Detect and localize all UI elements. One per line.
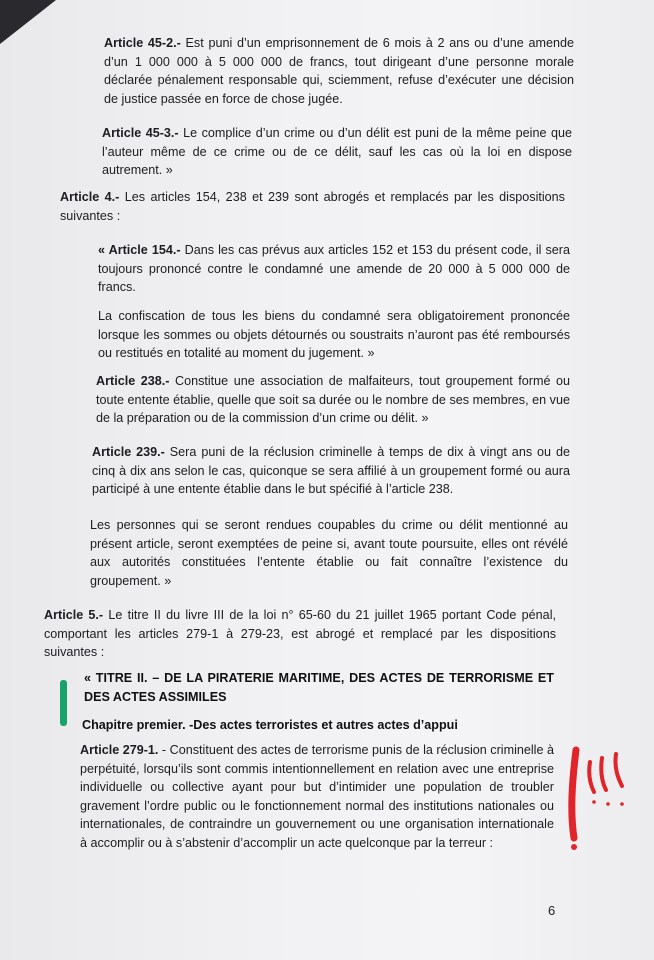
article-text: Les articles 154, 238 et 239 sont abrogés et remplacés par les dispositions suivantes :: [60, 190, 565, 223]
article-45-3: [102, 124, 572, 180]
exclamation-dot-2: [592, 800, 596, 804]
article-label: Article 45-2.-: [104, 36, 181, 50]
red-exclamation-annotation: [560, 742, 640, 852]
article-text: Le titre II du livre III de la loi n° 65-60 du 21 juillet 1965 portant Code pénal, comportant les articles 279-1 à 279-23, est abrogé et remplacé par les dispositions suivantes :: [44, 608, 556, 660]
article-5: [44, 606, 556, 662]
article-239-exemption: [90, 516, 568, 590]
article-label: Article 5.-: [44, 608, 104, 622]
article-4: [60, 188, 565, 225]
article-text: Constitue une association de malfaiteurs, tout groupement formé ou toute entente établie, quelle que soit sa durée ou le nombre de ses membres, en vue de la préparation ou de la commission d’un crime ou délit. »: [96, 374, 570, 426]
article-text: Sera puni de la réclusion criminelle à temps de dix à vingt ans ou de cinq à dix ans selon le cas, quiconque se sera affilié à un groupement formé ou aura participé à une entente établie dans le but spécifié à l’article 238.: [92, 445, 571, 497]
chapitre-heading: Chapitre premier. -Des actes terroristes et autres actes d’appui: [82, 718, 458, 732]
exclamation-stroke-1: [572, 750, 576, 838]
article-label: Article 238.-: [96, 374, 170, 388]
article-text: Est puni d’un emprisonnement de 6 mois à 2 ans ou d’une amende d’un 1 000 000 à 5 000 000 de francs, tout dirigeant d’une personne morale déclarée pénalement responsable qui, sciemment, refuse d’exécuter une décision de justice passée en force de chose jugée.: [104, 36, 574, 106]
article-label: Article 239.-: [92, 445, 165, 459]
exclamation-dot-4: [620, 802, 624, 806]
page-number: 6: [548, 903, 556, 918]
exclamation-stroke-3: [601, 758, 606, 790]
article-239: [92, 443, 570, 499]
article-154-confiscation: [98, 307, 570, 363]
article-label: Article 279-1.: [80, 743, 159, 757]
article-label: Article 45-3.-: [102, 126, 179, 140]
exclamation-stroke-4: [615, 754, 622, 786]
exclamation-dot-1: [571, 844, 577, 850]
paragraph-text: La confiscation de tous les biens du condamné sera obligatoirement prononcée lorsque les sommes ou objets détournés ou soustraits n’auront pas été remboursés ou restitués en totalité au moment du jugement. »: [98, 309, 570, 361]
article-238: [96, 372, 570, 428]
article-label: « Article 154.-: [98, 243, 181, 257]
article-154: [98, 241, 570, 297]
article-label: Article 4.-: [60, 190, 120, 204]
exclamation-dot-3: [606, 802, 610, 806]
green-highlight-marker: [60, 680, 67, 726]
exclamation-stroke-2: [589, 762, 594, 792]
paragraph-text: Les personnes qui se seront rendues coupables du crime ou délit mentionné au présent article, seront exemptées de peine si, avant toute poursuite, elles ont révélé aux autorités constituées l’entente établie ou fait connaître l’existence du groupement. »: [90, 518, 568, 588]
article-text: Dans les cas prévus aux articles 152 et 153 du présent code, il sera toujours prononcé contre le condamné une amende de 20 000 à 5 000 000 de francs.: [98, 243, 571, 295]
article-45-2: [104, 34, 574, 108]
article-text: Le complice d’un crime ou d’un délit est puni de la même peine que l’auteur même de ce crime ou de ce délit, sauf les cas où la loi en dispose autrement. »: [102, 126, 573, 178]
article-279-1: [80, 741, 554, 853]
article-text: - Constituent des actes de terrorisme punis de la réclusion criminelle à perpétuité, lorsqu’ils sont commis intentionnellement en relation avec une entreprise individuelle ou collective ayant pour but d’intimider une population de troubler gravement l’ordre public ou le fonctionnement normal des institutions nationales ou internationales, de contraindre un gouvernement ou une organisation internationale à accomplir ou à s’abstenir d’accomplir un acte quelconque par la terreur :: [80, 743, 554, 850]
page-corner-shadow: [0, 0, 56, 44]
titre-heading: « TITRE II. – DE LA PIRATERIE MARITIME, DES ACTES DE TERRORISME ET DES ACTES ASSIMILES: [84, 671, 554, 704]
